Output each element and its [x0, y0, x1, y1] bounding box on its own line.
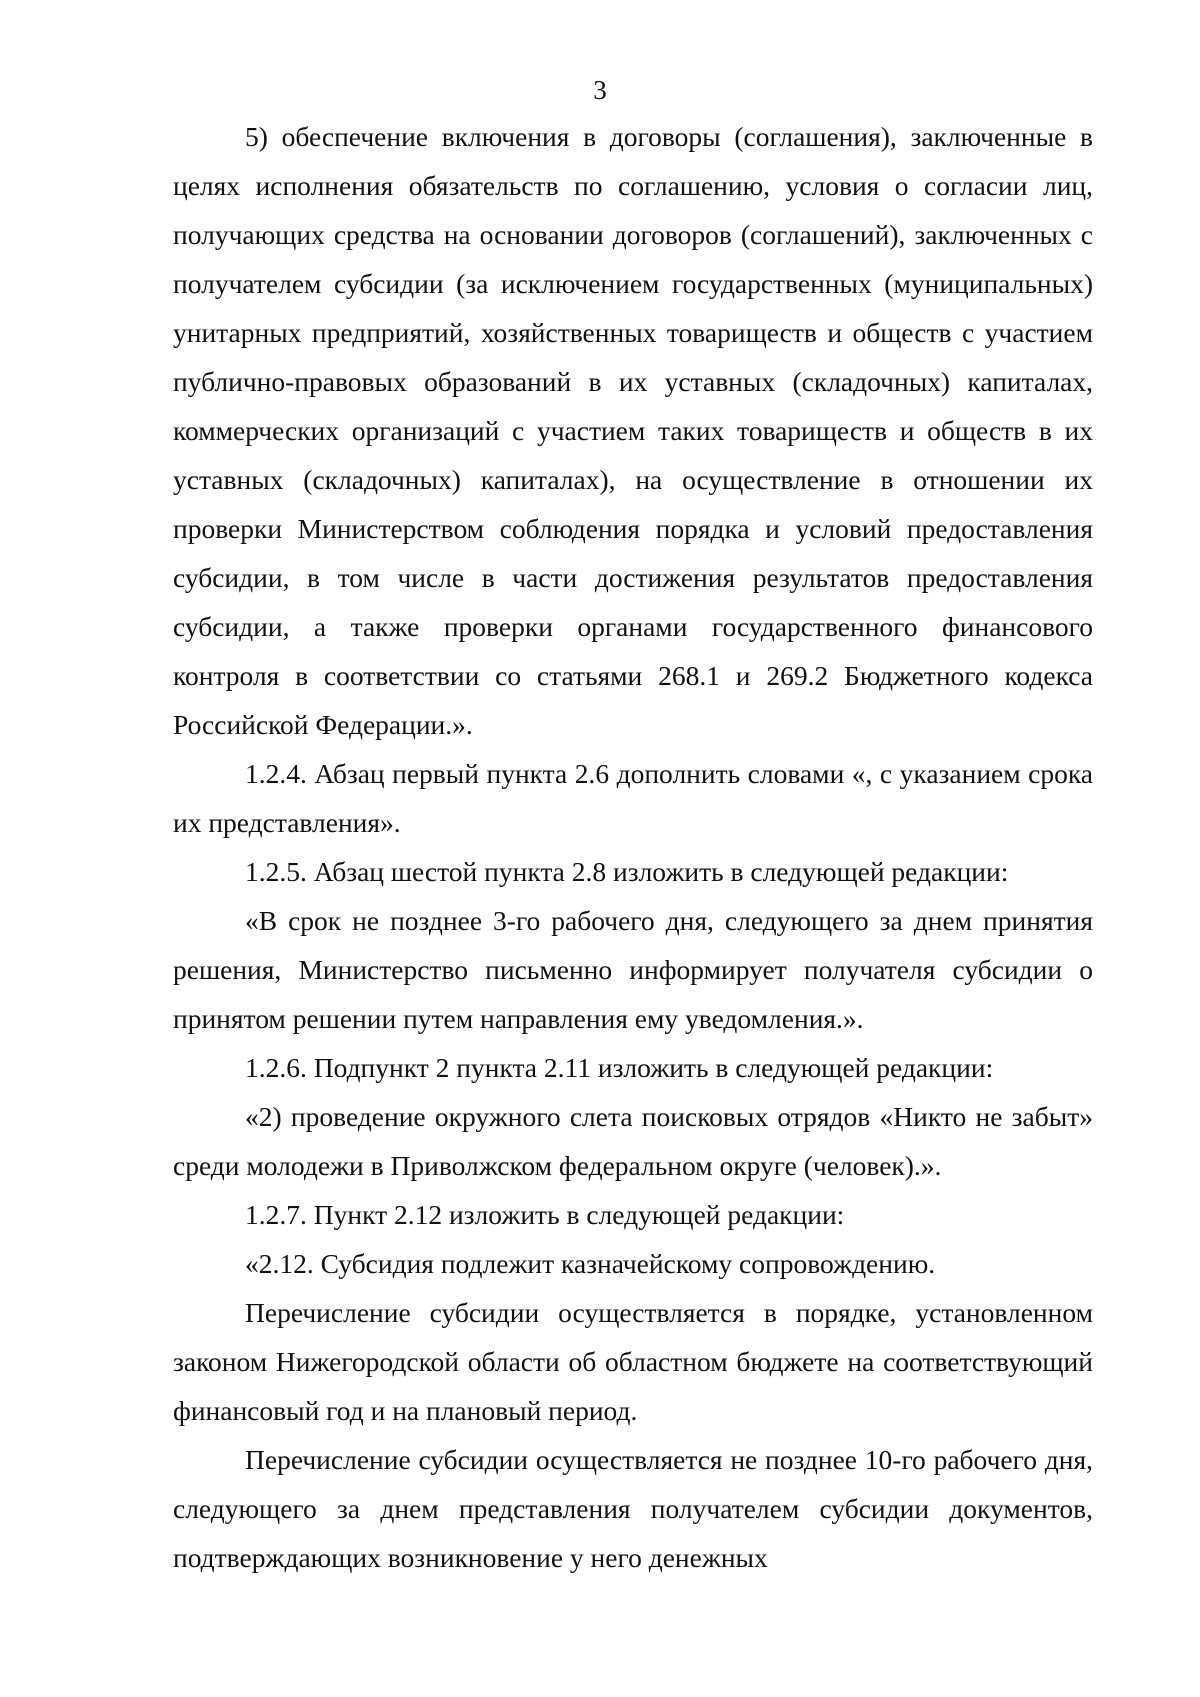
page-number: 3	[593, 75, 607, 105]
paragraph-1-2-5: 1.2.5. Абзац шестой пункта 2.8 изложить в следующей редакции:	[245, 856, 1009, 887]
paragraph-transfer-deadline: Перечисление субсидии осуществляется не позднее 10-го рабочего дня, следующего за днем представления получателем субсидии документов, подтверждающих возникновение у него денежных	[173, 1444, 1093, 1573]
paragraph-item-5-consent: 5) обеспечение включения в договоры (соглашения), заключенные в целях исполнения обязательств по соглашению, условия о согласии лиц, получающих средства на основании договоров (соглашений), заключенных с получателем субсидии (за исключением государственных (муниципальных) унитарных предприятий, хозяйственных товариществ и обществ с участием публично-правовых образований в их уставных (складочных) капиталах, коммерческих организаций с участием таких товариществ и обществ в их уставных (складочных) капиталах), на осуществление в отношении их проверки Министерством соблюдения порядка и условий предоставления субсидии, в том числе в части достижения результатов предоставления субсидии, а также проверки органами государственного финансового контроля в соответствии со статьями 268.1 и 269.2 Бюджетного кодекса Российской Федерации.».	[173, 121, 1093, 740]
paragraph-quote-2-12: «2.12. Субсидия подлежит казначейскому сопровождению.	[245, 1248, 936, 1279]
paragraph-transfer-procedure: Перечисление субсидии осуществляется в порядке, установленном законом Нижегородской области об областном бюджете на соответствующий финансовый год и на плановый период.	[173, 1297, 1093, 1426]
document-body	[173, 112, 1093, 1582]
paragraph-quote-deadline: «В срок не позднее 3-го рабочего дня, следующего за днем принятия решения, Министерство письменно информирует получателя субсидии о принятом решении путем направления ему уведомления.».	[173, 905, 1093, 1034]
paragraph-quote-subitem-2: «2) проведение окружного слета поисковых отрядов «Никто не забыт» среди молодежи в Приволжском федеральном округе (человек).».	[173, 1101, 1093, 1181]
paragraph-1-2-7: 1.2.7. Пункт 2.12 изложить в следующей редакции:	[245, 1199, 845, 1230]
paragraph-1-2-6: 1.2.6. Подпункт 2 пункта 2.11 изложить в следующей редакции:	[245, 1052, 994, 1083]
paragraph-1-2-4: 1.2.4. Абзац первый пункта 2.6 дополнить словами «, с указанием срока их представления».	[173, 758, 1093, 838]
